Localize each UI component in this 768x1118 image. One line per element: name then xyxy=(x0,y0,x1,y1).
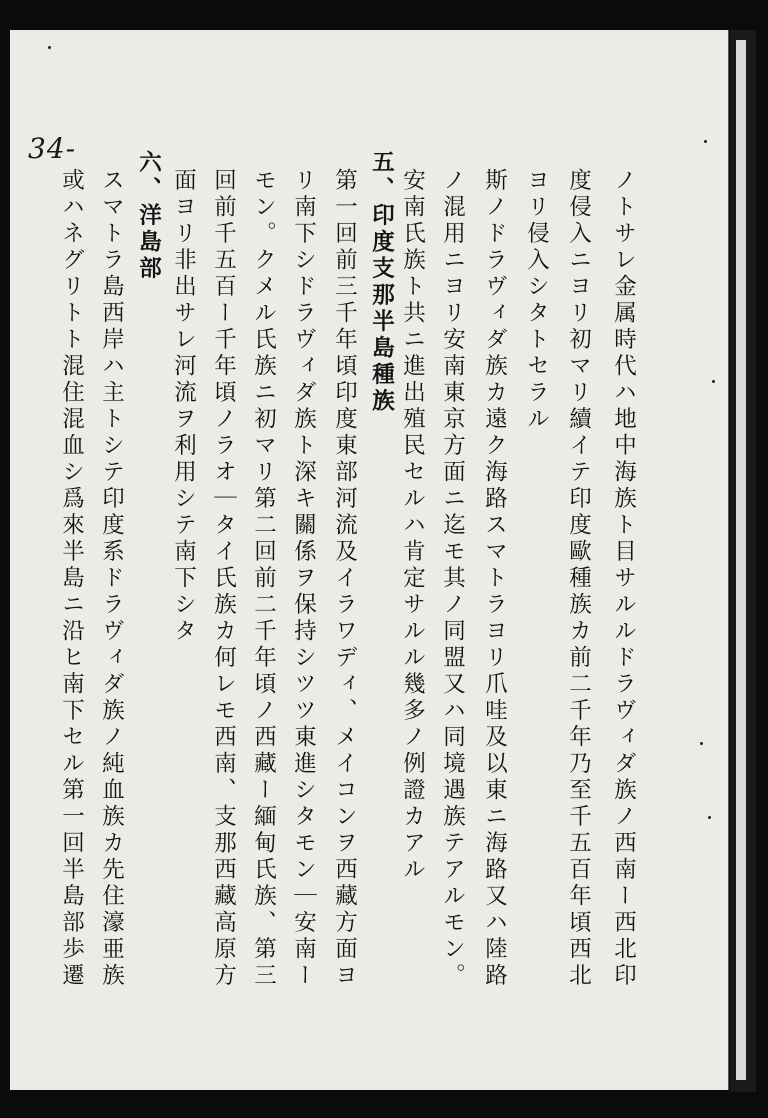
text-column: ノトサレ金属時代ハ地中海族ト目サルルドラヴィダ族ノ西南ー西北印 xyxy=(610,168,637,990)
section-heading: 六、洋島部 xyxy=(135,150,162,283)
text-column: 斯ノドラヴィダ族カ遠ク海路スマトラヨリ爪哇及以東ニ海路又ハ陸路 xyxy=(481,168,508,990)
page-number: 34- xyxy=(28,132,77,165)
text-column: 度侵入ニヨリ初マリ續イテ印度歐種族カ前二千年乃至千五百年頃西北 xyxy=(565,168,592,990)
text-column: ヨリ侵入シタトセラル xyxy=(523,168,550,433)
print-speck xyxy=(48,46,51,49)
text-column: 安南氏族ト共ニ進出殖民セルハ肯定サルル幾多ノ例證カアル xyxy=(399,168,426,884)
text-column: モン。クメル氏族ニ初マリ第二回前二千年頃ノ西藏ー緬甸氏族、第三 xyxy=(250,168,277,990)
text-column: 面ヨリ非出サレ河流ヲ利用シテ南下シタ xyxy=(170,168,197,645)
print-speck xyxy=(700,742,703,745)
print-speck xyxy=(712,380,715,383)
text-column: 第一回前三千年頃印度東部河流及イラワディ、メイコンヲ西藏方面ヨ xyxy=(331,168,358,990)
text-column: 或ハネグリトト混住混血シ爲來半島ニ沿ヒ南下セル第一回半島部歩遷 xyxy=(58,168,85,990)
print-speck xyxy=(708,816,711,819)
page-edge-strip xyxy=(736,40,746,1080)
text-column: スマトラ島西岸ハ主トシテ印度系ドラヴィダ族ノ純血族カ先住濠亜族 xyxy=(98,168,125,990)
print-speck xyxy=(704,140,707,143)
text-column: ノ混用ニヨリ安南東京方面ニ迄モ其ノ同盟又ハ同境遇族テアルモン。 xyxy=(439,168,466,990)
section-heading: 五、印度支那半島種族 xyxy=(368,150,395,415)
text-column: リ南下シドラヴィダ族ト深キ關係ヲ保持シツツ東進シタモン｜安南ー xyxy=(290,168,317,990)
text-column: 回前千五百ー千年頃ノラオ｜タイ氏族カ何レモ西南、支那西藏高原方 xyxy=(210,168,237,990)
